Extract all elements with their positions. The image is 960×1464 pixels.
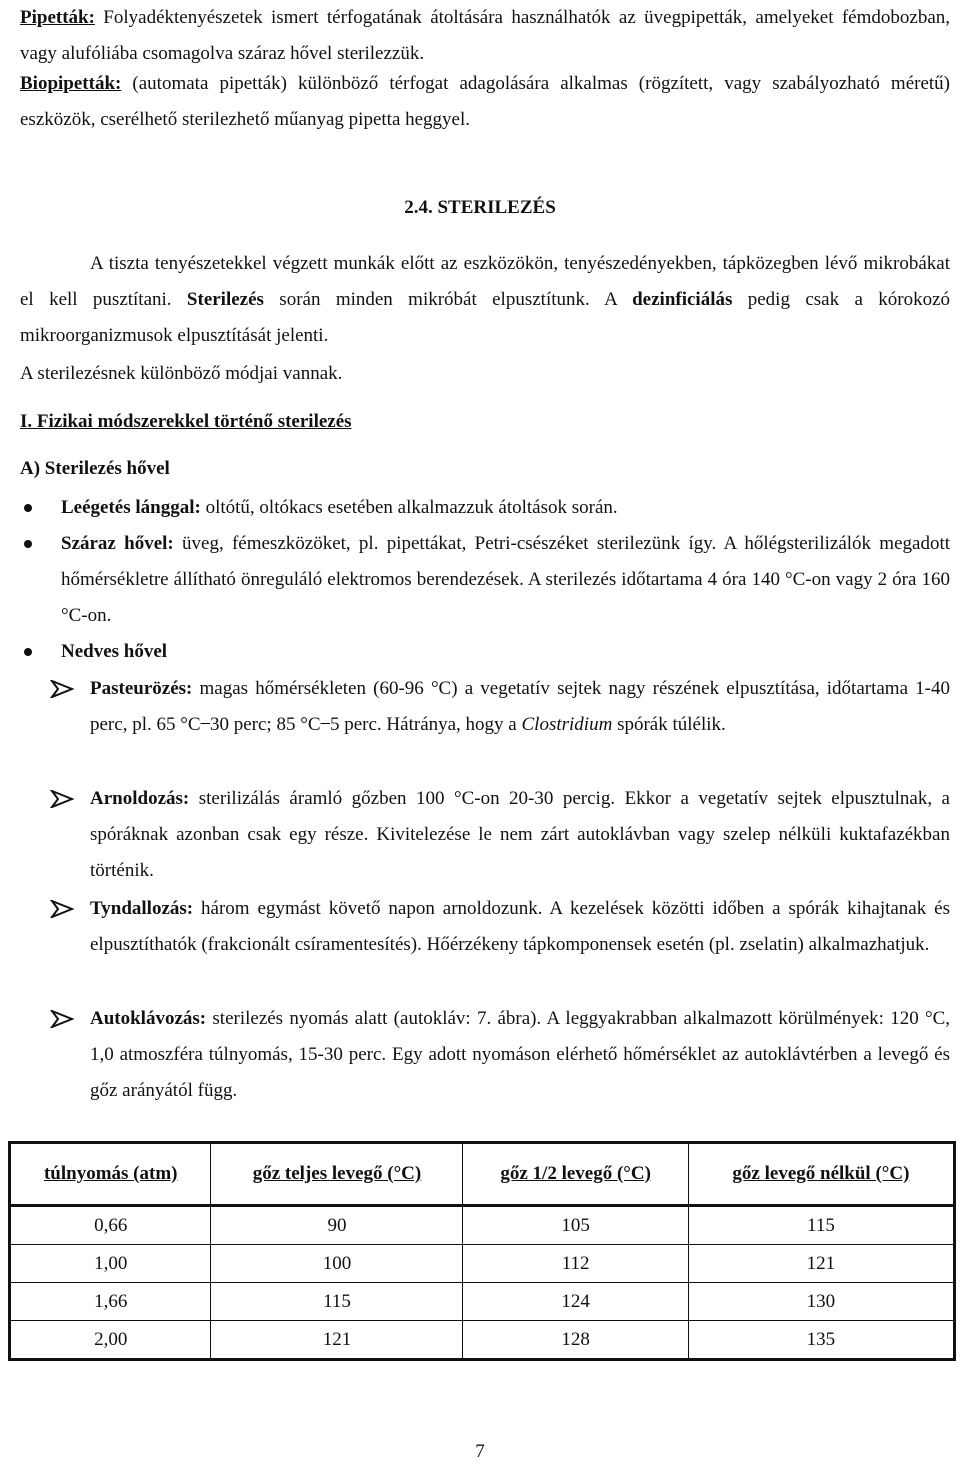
table-cell: 130 — [688, 1283, 954, 1321]
table-cell: 1,00 — [10, 1245, 211, 1283]
term-dry-heat: Száraz hővel: — [61, 533, 174, 554]
table-row — [10, 1206, 955, 1245]
column-header — [211, 1143, 463, 1206]
text-dry-heat: üveg, fémeszközöket, pl. pipettákat, Petri-csészéket sterilezünk így. A hőlégsterilizálók megadott hőmérsékletre állítható önreguláló elektromos berendezések. A sterilezés időtartama 4 óra 140 °C-on vagy 2 óra 160 °C-on. — [61, 533, 950, 626]
table-cell: 105 — [463, 1206, 688, 1245]
table-cell: 0,66 — [10, 1206, 211, 1245]
table-cell: 124 — [463, 1283, 688, 1321]
table-cell: 115 — [688, 1206, 954, 1245]
bullet-text-moist-heat: Nedves hővel — [61, 641, 168, 662]
text-autoclave: sterilezés nyomás alatt (autokláv: 7. ábra). A leggyakrabban alkalmazott körülmények: 120 °C, 1,0 atmoszféra túlnyomás, 15-30 perc. Egy adott nyomáson elérhető hőmérséklet az autoklávtérben a levegő és gőz arányától függ. — [90, 1008, 950, 1101]
page-number: 7 — [475, 1441, 485, 1462]
text-biopipettes: (automata pipetták) különböző térfogat adagolására alkalmas (rögzített, vagy szabályozható méretű) eszközök, cserélhető sterilezhető műanyag pipetta heggyel. — [20, 73, 950, 130]
text-pasteur-2: spórák túlélik. — [612, 714, 726, 735]
arrow-item-arnold — [90, 781, 950, 889]
table-cell: 121 — [688, 1245, 954, 1283]
text-flame: oltótű, oltókacs esetében alkalmazzuk átoltások során. — [200, 497, 618, 518]
arrow-item-autoclave — [90, 1001, 950, 1109]
section-title: 2.4. STERILEZÉS — [404, 197, 556, 218]
arrow-item-tyndall — [90, 891, 950, 963]
table-cell: 2,00 — [10, 1321, 211, 1360]
term-tyndall: Tyndallozás: — [90, 898, 194, 919]
table-cell: 100 — [211, 1245, 463, 1283]
term-dezinficialas: dezinficiálás — [632, 289, 733, 310]
column-header — [463, 1143, 688, 1206]
subhead-heat: A) Sterilezés hővel — [20, 458, 170, 479]
term-sterilezes: Sterilezés — [186, 289, 264, 310]
text-pasteur-1: magas hőmérsékleten (60-96 °C) a vegetatív sejtek nagy részének elpusztítása, időtartama 1-40 perc, pl. 65 °C ̶ 30 perc; 85 °C ̶ 5 perc. Hátránya, hogy a — [90, 678, 950, 735]
arrow-bullet-icon — [50, 680, 74, 698]
bullet-text-dry-heat — [61, 526, 950, 634]
arrow-bullet-icon — [50, 900, 74, 918]
text-tyndall: három egymást követő napon arnoldozunk. A kezelések közötti időben a spórák kihajtanak és elpusztíthatók (frakcionált csíramentesítés). Hőérzékeny tápkomponensek esetén (pl. zselatin) alkalmazhatjuk. — [90, 898, 950, 955]
column-header-label: gőz levegő nélkül (°C) — [732, 1163, 910, 1184]
intro-text-2: során minden mikróbát elpusztítunk. A — [263, 289, 633, 310]
autoclave-table — [8, 1141, 956, 1361]
term-clostridium: Clostridium — [521, 714, 613, 735]
text-pipettes: Folyadéktenyészetek ismert térfogatának átoltására használhatók az üvegpipetták, amelyeket fémdobozban, vagy alufóliába csomagolva száraz hővel sterilezzük. — [20, 7, 950, 64]
table-cell: 112 — [463, 1245, 688, 1283]
paragraph-modes: A sterilezésnek különböző módjai vannak. — [20, 363, 343, 384]
intro-text-1: A tiszta tenyészetekkel végzett munkák előtt az eszközökön, tenyészedényekben, tápközegben lévő mikrobákat el kell pusztítani. — [20, 253, 950, 310]
term-biopipettes: Biopipetták: — [20, 73, 122, 94]
table-cell: 115 — [211, 1283, 463, 1321]
term-flame: Leégetés lánggal: — [61, 497, 201, 518]
table-cell: 121 — [211, 1321, 463, 1360]
bullet-icon — [24, 504, 32, 512]
term-arnold: Arnoldozás: — [90, 788, 190, 809]
arrow-bullet-icon — [50, 1010, 74, 1028]
table-header-row — [10, 1143, 955, 1206]
bullet-icon — [24, 540, 32, 548]
table-cell: 135 — [688, 1321, 954, 1360]
table-row — [10, 1245, 955, 1283]
term-autoclave: Autoklávozás: — [90, 1008, 207, 1029]
arrow-bullet-icon — [50, 790, 74, 808]
term-pipettes: Pipetták: — [20, 7, 95, 28]
subsection-title: I. Fizikai módszerekkel történő sterilezés — [20, 411, 352, 432]
column-header-label: gőz 1/2 levegő (°C) — [500, 1163, 651, 1184]
table-cell: 90 — [211, 1206, 463, 1245]
table-cell: 128 — [463, 1321, 688, 1360]
column-header — [10, 1143, 211, 1206]
paragraph-intro — [20, 246, 950, 354]
text-arnold: sterilizálás áramló gőzben 100 °C-on 20-30 percig. Ekkor a vegetatív sejtek elpusztulnak, a spóráknak azonban csak egy része. Kivitelezése le nem zárt autoklávban vagy szelep nélküli kuktafazékban történik. — [90, 788, 950, 881]
column-header-label: gőz teljes levegő (°C) — [252, 1163, 422, 1184]
term-pasteur: Pasteurözés: — [90, 678, 193, 699]
column-header — [688, 1143, 954, 1206]
column-header-label: túlnyomás (atm) — [43, 1163, 178, 1184]
bullet-icon — [24, 648, 32, 656]
paragraph-biopipettes — [20, 66, 950, 138]
bullet-text-flame — [61, 490, 950, 526]
table-row — [10, 1283, 955, 1321]
intro-text-3: pedig csak a kórokozó mikroorganizmusok elpusztítását jelenti. — [20, 289, 951, 346]
table-row — [10, 1321, 955, 1360]
arrow-item-pasteur — [90, 671, 950, 743]
table-cell: 1,66 — [10, 1283, 211, 1321]
paragraph-pipettes — [20, 0, 950, 72]
